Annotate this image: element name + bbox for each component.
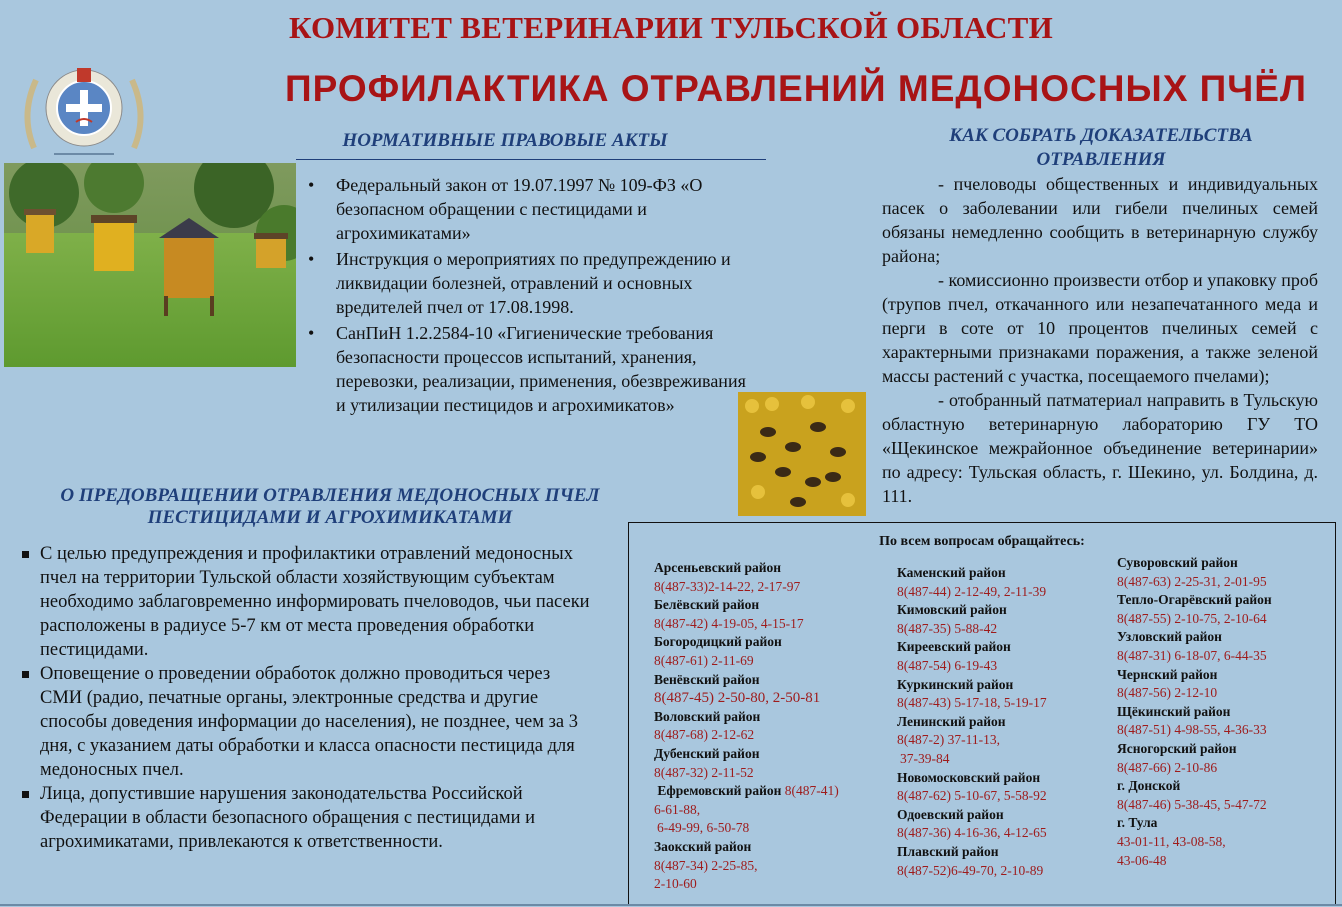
district-entry: Арсеньевский район 8(487-33)2-14-22, 2-17-97: [654, 560, 801, 594]
committee-title: КОМИТЕТ ВЕТЕРИНАРИИ ТУЛЬСКОЙ ОБЛАСТИ: [288, 10, 1054, 45]
bottom-border: [0, 904, 1342, 906]
apiary-photo: [4, 163, 296, 367]
district-entry: Кимовский район 8(487-35) 5-88-42: [897, 602, 1007, 636]
acts-item: • Федеральный закон от 19.07.1997 № 109-ФЗ «О безопасном обращении с пестицидами и агрохимикатами»: [308, 173, 780, 245]
district-entry: Каменский район 8(487-44) 2-12-49, 2-11-39: [897, 565, 1047, 599]
emblem-logo: [14, 60, 154, 160]
district-entry: Дубенский район 8(487-32) 2-11-52: [654, 745, 760, 780]
district-entry: г. Тула 43-01-11, 43-08-58, 43-06-48: [1117, 815, 1226, 868]
district-entry: г. Донской 8(487-46) 5-38-45, 5-47-72: [1117, 778, 1267, 812]
district-entry: Одоевский район 8(487-36) 4-16-36, 4-12-65: [897, 806, 1047, 841]
district-entry: Венёвский район 8(487-45) 2-50-80, 2-50-81: [654, 671, 821, 707]
district-entry: Щёкинский район 8(487-51) 4-98-55, 4-36-33: [1117, 703, 1267, 738]
contacts-box: [628, 522, 1336, 906]
district-entry: Новомосковский район 8(487-62) 5-10-67, 5-58-92: [897, 769, 1047, 804]
evidence-heading: [880, 124, 1322, 172]
evidence-heading-line2: ОТРАВЛЕНИЯ: [1036, 149, 1166, 170]
prevention-heading: [0, 485, 660, 529]
prevention-item: С целью предупреждения и профилактики отравлений медоносных пчел на территории Тульской области хозяйствующим субъектам необходимо заблаговременно информировать пчеловодов, чьи пасеки расположены в радиусе 5-7 км от места проведения обработки пестицидами.: [12, 542, 592, 662]
district-entry: Богородицкий район 8(487-61) 2-11-69: [654, 634, 782, 668]
contacts-column-2: [897, 564, 1112, 880]
acts-list: [308, 173, 780, 419]
district-entry: Воловский район 8(487-68) 2-12-62: [654, 708, 761, 743]
contacts-column-1: [654, 559, 904, 894]
prevention-heading-line2: ПЕСТИЦИДАМИ И АГРОХИМИКАТАМИ: [147, 507, 513, 528]
poster-title: ПРОФИЛАКТИКА ОТРАВЛЕНИЙ МЕДОНОСНЫХ ПЧЁЛ: [285, 68, 1307, 109]
district-entry: Киреевский район 8(487-54) 6-19-43: [897, 639, 1011, 673]
district-entry: Куркинский район 8(487-43) 5-17-18, 5-19-17: [897, 676, 1047, 711]
evidence-text: [882, 172, 1318, 523]
district-entry: Чернский район 8(487-56) 2-12-10: [1117, 666, 1218, 701]
acts-divider: [296, 159, 766, 160]
contacts-title: По всем вопросам обращайтесь:: [879, 534, 1085, 549]
prevention-heading-line1: О ПРЕДОВРАЩЕНИИ ОТРАВЛЕНИЯ МЕДОНОСНЫХ ПЧЕЛ: [60, 485, 600, 506]
district-entry: Плавский район 8(487-52)6-49-70, 2-10-89: [897, 843, 1044, 878]
acts-heading: НОРМАТИВНЫЕ ПРАВОВЫЕ АКТЫ: [342, 130, 668, 151]
district-entry: Тепло-Огарёвский район 8(487-55) 2-10-75, 2-10-64: [1117, 592, 1272, 626]
district-entry: Суворовский район 8(487-63) 2-25-31, 2-01-95: [1117, 555, 1267, 589]
evidence-paragraph: - комиссионно произвести отбор и упаковку проб (трупов пчел, откачанного или незапечатанного меда и перги в соте от 10 процентов пчелиных семей с характерными признаками поражения, а также зеленой массы растений с участка, посещаемого пчелами);: [882, 270, 1318, 386]
contacts-column-3: [1117, 554, 1332, 870]
acts-item: • СанПиН 1.2.2584-10 «Гигиенические требования безопасности процессов испытаний, хранения, перевозки, реализации, применения, обезвреживания и утилизации пестицидов и агрохимикатов»: [308, 321, 748, 417]
district-entry: Заокский район 8(487-34) 2-25-85, 2-10-60: [654, 838, 758, 892]
evidence-heading-line1: КАК СОБРАТЬ ДОКАЗАТЕЛЬСТВА: [949, 125, 1253, 146]
prevention-item: Лица, допустившие нарушения законодательства Российской Федерации в области безопасного обращения с пестицидами и агрохимикатами, привлекаются к ответственности.: [12, 782, 592, 854]
district-entry: Ефремовский район 8(487-41) 6-61-88, 6-49-99, 6-50-78: [654, 783, 839, 836]
district-entry: Белёвский район 8(487-42) 4-19-05, 4-15-17: [654, 597, 804, 631]
district-entry: Ленинский район 8(487-2) 37-11-13, 37-39-84: [897, 713, 1006, 766]
evidence-paragraph: - отобранный патматериал направить в Тульскую областную ветеринарную лабораторию ГУ ТО «Щекинское межрайонное объединение ветеринарии» по адресу: Тульская область, г. Шекино, ул. Болдина, д. 111.: [882, 390, 1318, 506]
acts-item: • Инструкция о мероприятиях по предупреждению и ликвидации болезней, отравлений и основных вредителей пчел от 17.08.1998.: [308, 247, 780, 319]
prevention-item: Оповещение о проведении обработок должно проводиться через СМИ (радио, печатные органы, электронные средства и другие способы доведения информации до населения), не позднее, чем за 3 дня, с указанием даты обработки и класса опасности пестицида для медоносных пчел.: [12, 662, 592, 782]
district-entry: Ясногорский район 8(487-66) 2-10-86: [1117, 740, 1237, 775]
evidence-paragraph: - пчеловоды общественных и индивидуальных пасек о заболевании или гибели пчелиных семей обязаны немедленно сообщить в ветеринарную службу района;: [882, 174, 1318, 266]
district-entry: Узловский район 8(487-31) 6-18-07, 6-44-35: [1117, 629, 1267, 663]
prevention-list: [12, 542, 592, 854]
